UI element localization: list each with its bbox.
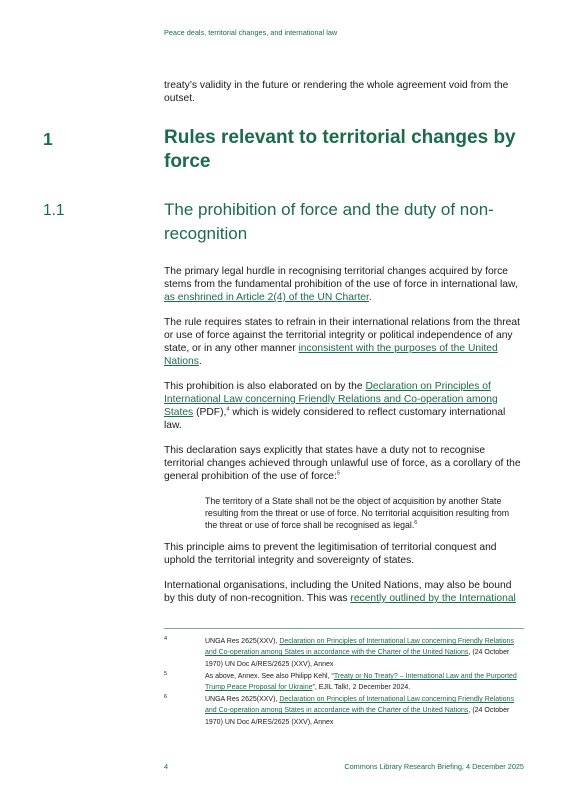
paragraph-3 (164, 380, 524, 432)
footnote-divider (164, 628, 524, 629)
footnote-4 (164, 636, 524, 670)
footnote-text: ”, EJIL Talk!, 2 December 2024. (312, 684, 411, 692)
paragraph-5 (164, 541, 524, 567)
footnote-number: 6 (164, 694, 168, 700)
footnote-text: As above, Annex. See also Philipp Kehl, “ (205, 673, 334, 680)
paragraph-1 (164, 265, 524, 304)
un-charter-link[interactable]: as enshrined in Article 2(4) of the UN Charter (164, 292, 369, 304)
footer-publication: Commons Library Research Briefing, 4 December 2025 (344, 762, 524, 771)
footnote-6 (164, 694, 524, 728)
intro-text: treaty’s validity in the future or rendering the whole agreement void from the outset. (164, 80, 509, 105)
footnote-6-link[interactable]: Declaration on Principles of International Law concerning Friendly Relations and Co-operation among States in accordance with the Charter of the United Nations (205, 696, 514, 715)
footnote-text: , (24 October 1970) UN Doc A/RES/2625 (XXV), Annex (205, 649, 510, 668)
block-quote (205, 495, 521, 532)
footnote-number: 5 (164, 671, 168, 677)
footnote-4-link[interactable]: Declaration on Principles of International Law concerning Friendly Relations and Co-operation among States in accordance with the Charter of the United Nations (205, 638, 514, 657)
footnote-5-link[interactable]: Treaty or No Treaty? – International Law and the Purported Trump Peace Proposal for Ukraine (205, 673, 517, 692)
icj-link[interactable]: recently outlined by the International (350, 593, 516, 605)
subsection-title: The prohibition of force and the duty of non-recognition (164, 200, 494, 243)
footnote-ref-6[interactable]: 6 (414, 520, 418, 527)
footnote-ref-4[interactable]: 4 (226, 406, 230, 413)
page-number: 4 (164, 762, 169, 771)
subsection-number: 1.1 (43, 202, 65, 219)
p3-after: (PDF), (193, 407, 227, 419)
p4-text: This declaration says explicitly that states have a duty not to recognise territorial changes achieved through unlawful use of force, as a corollary of the general prohibition of the use of force: (164, 445, 521, 483)
running-header: Peace deals, territorial changes, and international law (164, 28, 338, 37)
p2-after: . (198, 356, 202, 368)
quote-text: The territory of a State shall not be the object of acquisition by another State resulting from the threat or use of force. No territorial acquisition resulting from the threat or use of force shall be recognised as legal. (205, 496, 510, 531)
paragraph-6 (164, 579, 524, 605)
p1-text: The primary legal hurdle in recognising territorial changes acquired by force stems from the fundamental prohibition of the use of force in international law, (164, 266, 518, 291)
p2-text: The rule requires states to refrain in their international relations from the threat or use of force against the territorial integrity or political independence of any state, or in any other manner (164, 317, 520, 355)
section-number: 1 (43, 129, 53, 149)
footnote-5 (164, 671, 524, 694)
footnote-text: , (24 October 1970) UN Doc A/RES/2625 (XXV), Annex (205, 707, 510, 726)
footnote-text: UNGA Res 2625(XXV), (205, 638, 280, 645)
paragraph-4 (164, 444, 524, 483)
p6-text: International organisations, including the United Nations, may also be bound by this duty of non-recognition. This was (164, 580, 512, 605)
p3-after2: which is widely considered to reflect customary international law. (164, 407, 506, 432)
p3-text: This prohibition is also elaborated on by the (164, 381, 366, 392)
footnote-number: 4 (164, 636, 168, 642)
footnote-ref-5[interactable]: 5 (336, 470, 340, 477)
declaration-link[interactable]: Declaration on Principles of International Law concerning Friendly Relations and Co-operation among States (164, 381, 498, 419)
intro-continuation (164, 79, 524, 105)
section-title: Rules relevant to territorial changes by force (164, 127, 516, 172)
p5-text: This principle aims to prevent the legitimisation of territorial conquest and uphold the territorial integrity and sovereignty of states. (164, 542, 497, 567)
un-purposes-link[interactable]: inconsistent with the purposes of the United Nations (164, 343, 498, 368)
footnote-text: UNGA Res 2625(XXV), (205, 696, 280, 703)
paragraph-2 (164, 316, 524, 368)
p1-after: . (368, 292, 372, 304)
